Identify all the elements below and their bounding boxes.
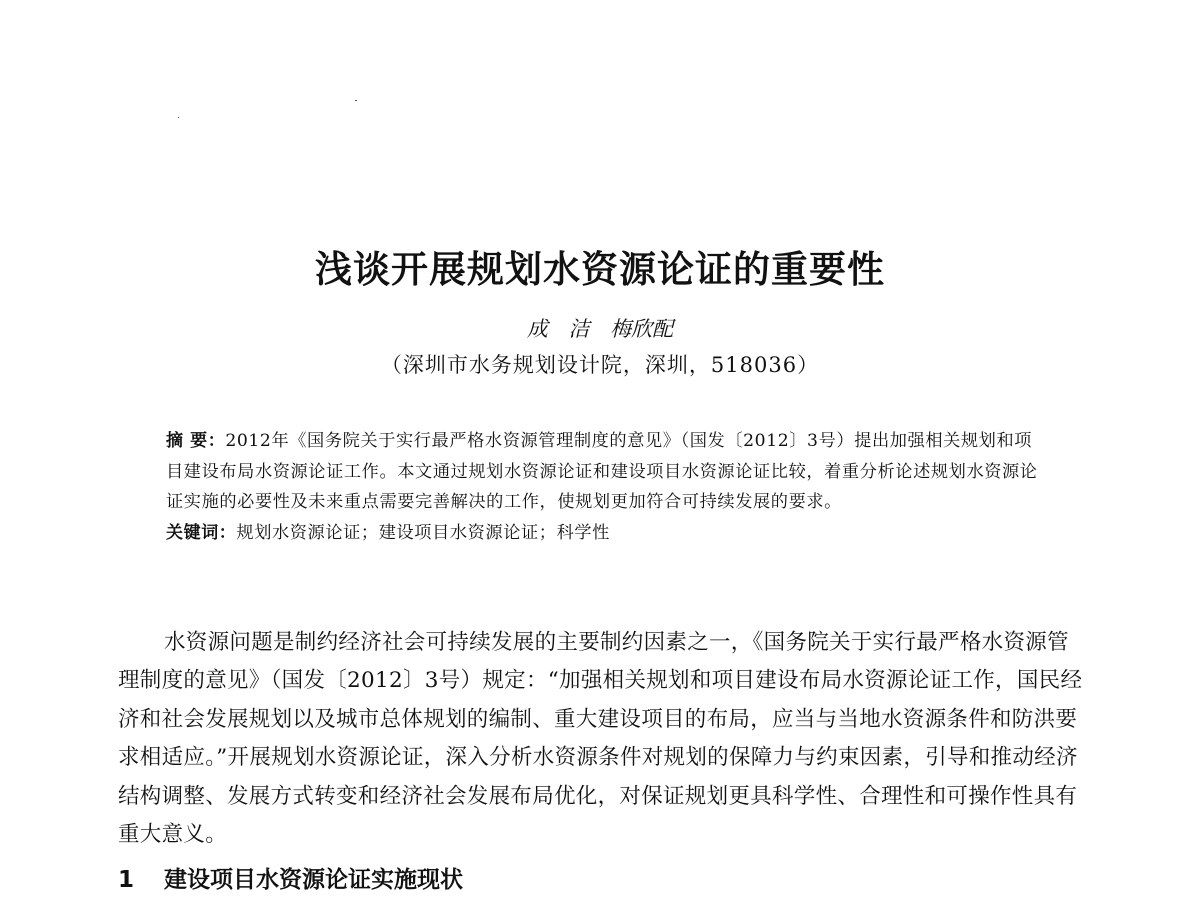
abstract-paragraph bbox=[166, 426, 1038, 518]
abstract-label: 摘 要： bbox=[166, 431, 226, 451]
article-authors: 成 洁 梅欣配 bbox=[526, 317, 674, 341]
keywords-line bbox=[166, 518, 1038, 549]
article-affiliation: （深圳市水务规划设计院，深圳，518036） bbox=[380, 353, 820, 377]
section-title: 建设项目水资源论证实施现状 bbox=[164, 867, 463, 893]
section-heading bbox=[118, 862, 463, 898]
keywords-text: 规划水资源论证；建设项目水资源论证；科学性 bbox=[236, 522, 610, 543]
keywords-label: 关键词： bbox=[166, 522, 237, 543]
abstract-text: 2012年《国务院关于实行最严格水资源管理制度的意见》（国发〔2012〕3号）提出加强相关规划和项目建设布局水资源论证工作。本文通过规划水资源论证和建设项目水资源论证比较，着重分析论述规划水资源论证实施的必要性及未来重点需要完善解决的工作，使规划更加符合可持续发展的要求。 bbox=[166, 431, 1038, 512]
scan-speck bbox=[178, 117, 179, 118]
abstract-block bbox=[166, 426, 1038, 548]
section-number: 1 bbox=[118, 867, 135, 893]
scan-speck bbox=[355, 100, 357, 101]
article-title: 浅谈开展规划水资源论证的重要性 bbox=[315, 248, 885, 291]
body-paragraph: 水资源问题是制约经济社会可持续发展的主要制约因素之一，《国务院关于实行最严格水资源管理制度的意见》（国发〔2012〕3号）规定：“加强相关规划和项目建设布局水资源论证工作，国民经济和社会发展规划以及城市总体规划的编制、重大建设项目的布局，应当与当地水资源条件和防洪要求相适应。”开展规划水资源论证，深入分析水资源条件对规划的保障力与约束因素，引导和推动经济结构调整、发展方式转变和经济社会发展布局优化，对保证规划更具科学性、合理性和可操作性具有重大意义。 bbox=[118, 630, 1083, 848]
